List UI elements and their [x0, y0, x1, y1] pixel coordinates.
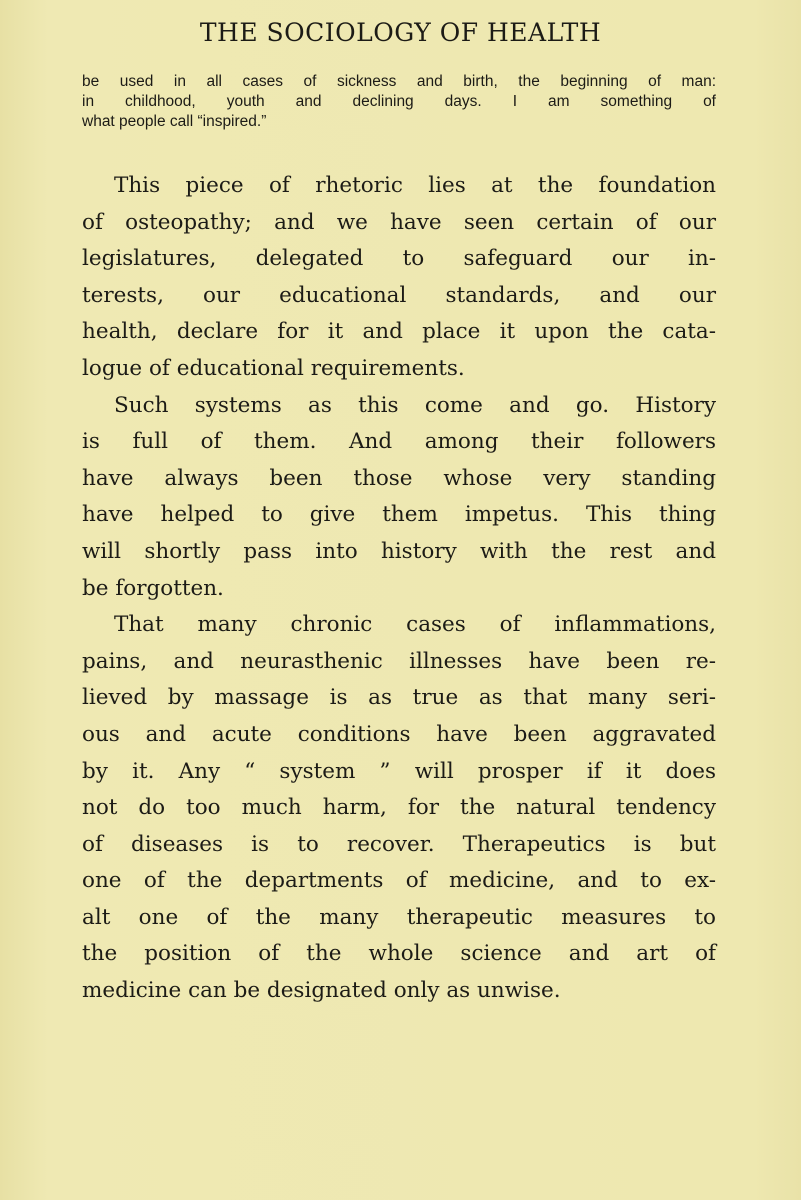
paragraph-line: not do too much harm, for the natural tendency: [82, 795, 716, 821]
quote-line: be used in all cases of sickness and birth, the beginning of man:: [82, 73, 716, 90]
paragraph-line: of diseases is to recover. Therapeutics is but: [82, 831, 716, 857]
paragraph-line: one of the departments of medicine, and to ex-: [82, 868, 716, 894]
paragraph-line: terests, our educational standards, and our: [82, 282, 716, 308]
paragraph-line: pains, and neurasthenic illnesses have been re-: [82, 648, 716, 674]
paragraph-line: lieved by massage is as true as that many seri-: [82, 685, 716, 711]
body-text: [82, 168, 716, 1010]
paragraph-line: have always been those whose very standing: [82, 465, 716, 491]
paragraph-line: the position of the whole science and art of: [82, 941, 716, 967]
paragraph-line: will shortly pass into history with the rest and: [82, 538, 716, 564]
paragraph-line: of osteopathy; and we have seen certain of our: [82, 209, 716, 235]
paragraph-line: Such systems as this come and go. History: [114, 392, 716, 418]
running-head: THE SOCIOLOGY OF HEALTH: [199, 18, 602, 47]
paragraph-line: health, declare for it and place it upon the cata-: [82, 319, 716, 345]
paragraph-line: is full of them. And among their followers: [82, 429, 716, 455]
paragraph-line: by it. Any “ system ” will prosper if it does: [82, 758, 716, 784]
paragraph-line: logue of educational requirements.: [82, 355, 465, 381]
paragraph-line: have helped to give them impetus. This thing: [82, 502, 716, 528]
quote-line: in childhood, youth and declining days. I am something of: [82, 93, 716, 110]
paragraph-line: be forgotten.: [82, 575, 224, 601]
paragraph-line: legislatures, delegated to safeguard our in-: [82, 246, 716, 272]
quoted-passage: [82, 72, 716, 132]
paragraph-line: That many chronic cases of inflammations,: [114, 612, 716, 638]
paragraph-line: alt one of the many therapeutic measures to: [82, 904, 716, 930]
paragraph-line: medicine can be designated only as unwise.: [82, 978, 561, 1004]
paragraph-line: ous and acute conditions have been aggravated: [82, 721, 716, 747]
paragraph-line: This piece of rhetoric lies at the foundation: [114, 173, 716, 198]
quote-line: what people call “inspired.”: [82, 113, 267, 130]
